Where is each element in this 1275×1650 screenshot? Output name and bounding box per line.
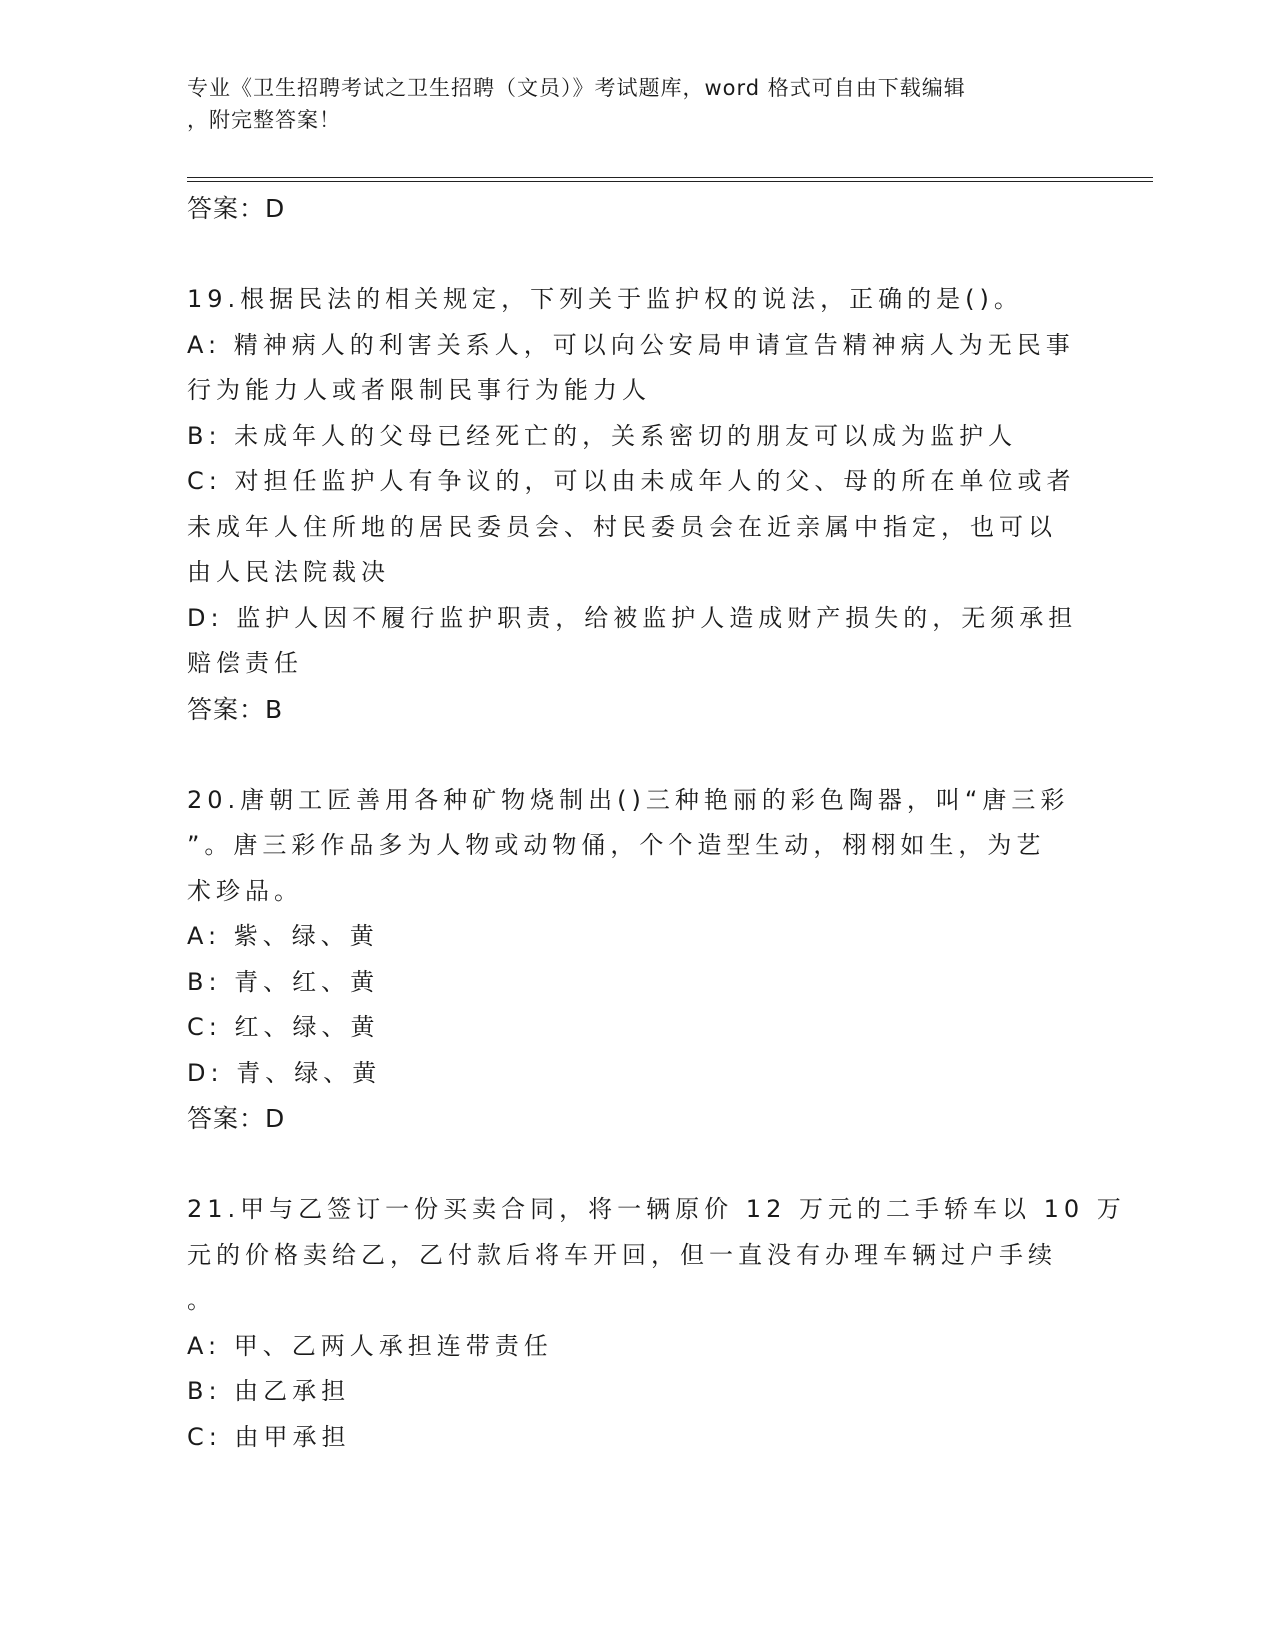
question-21-option-a: A: 甲、乙两人承担连带责任 [187,1331,553,1360]
question-20-option-a: A: 紫、绿、黄 [187,922,379,950]
question-20-stem: 术珍品。 [187,876,303,905]
spacer [187,732,1087,778]
option-line: 未成年人住所地的居民委员会、村民委员会在近亲属中指定，也可以 [187,512,1057,541]
header-divider-bottom [187,181,1153,182]
question-19-option-a [187,323,1087,414]
question-20-stem: 20.唐朝工匠善用各种矿物烧制出()三种艳丽的彩色陶器，叫“唐三彩 [187,785,1070,814]
question-20-option-b: B: 青、红、黄 [187,967,380,996]
question-19-option-c [187,459,1087,596]
option-line: 由人民法院裁决 [187,558,390,586]
header-divider-top [187,177,1153,178]
option-line: B: 未成年人的父母已经死亡的，关系密切的朋友可以成为监护人 [187,421,1018,450]
question-content [187,186,1126,1460]
question-20 [187,778,1087,1142]
spacer [187,232,1087,278]
option-line: 赔偿责任 [187,649,303,677]
question-19-option-d [187,596,1087,687]
question-21-stem: 21.甲与乙签订一份买卖合同，将一辆原价 12 万元的二手轿车以 10 万 [187,1195,1126,1223]
document-header [187,72,1067,136]
question-20-option-d: D: 青、绿、黄 [187,1058,382,1087]
header-line-1: 专业《卫生招聘考试之卫生招聘（文员）》考试题库，word 格式可自由下载编辑 [187,76,966,100]
question-19-option-b [187,414,1087,460]
question-21-option-b: B: 由乙承担 [187,1377,351,1405]
question-21-option-c: C: 由甲承担 [187,1422,351,1451]
question-19-stem: 19.根据民法的相关规定，下列关于监护权的说法，正确的是()。 [187,285,1023,313]
spacer [187,1142,1087,1188]
option-line: D: 监护人因不履行监护职责，给被监护人造成财产损失的，无须承担 [187,603,1078,632]
question-21 [187,1187,1126,1460]
answer-20: 答案：D [187,1104,286,1133]
question-20-option-c: C: 红、绿、黄 [187,1013,380,1041]
option-line: C: 对担任监护人有争议的，可以由未成年人的父、母的所在单位或者 [187,467,1076,495]
answer-18: 答案：D [187,194,286,223]
question-21-stem: 。 [187,1286,216,1314]
answer-19: 答案：B [187,694,284,724]
question-19 [187,277,1087,732]
option-line: A: 精神病人的利害关系人，可以向公安局申请宣告精神病人为无民事 [187,330,1075,359]
question-21-stem: 元的价格卖给乙，乙付款后将车开回，但一直没有办理车辆过户手续 [187,1240,1057,1269]
option-line: 行为能力人或者限制民事行为能力人 [187,376,651,404]
header-line-2: ，附完整答案！ [187,108,341,132]
question-20-stem: ”。唐三彩作品多为人物或动物俑，个个造型生动，栩栩如生，为艺 [187,831,1046,859]
